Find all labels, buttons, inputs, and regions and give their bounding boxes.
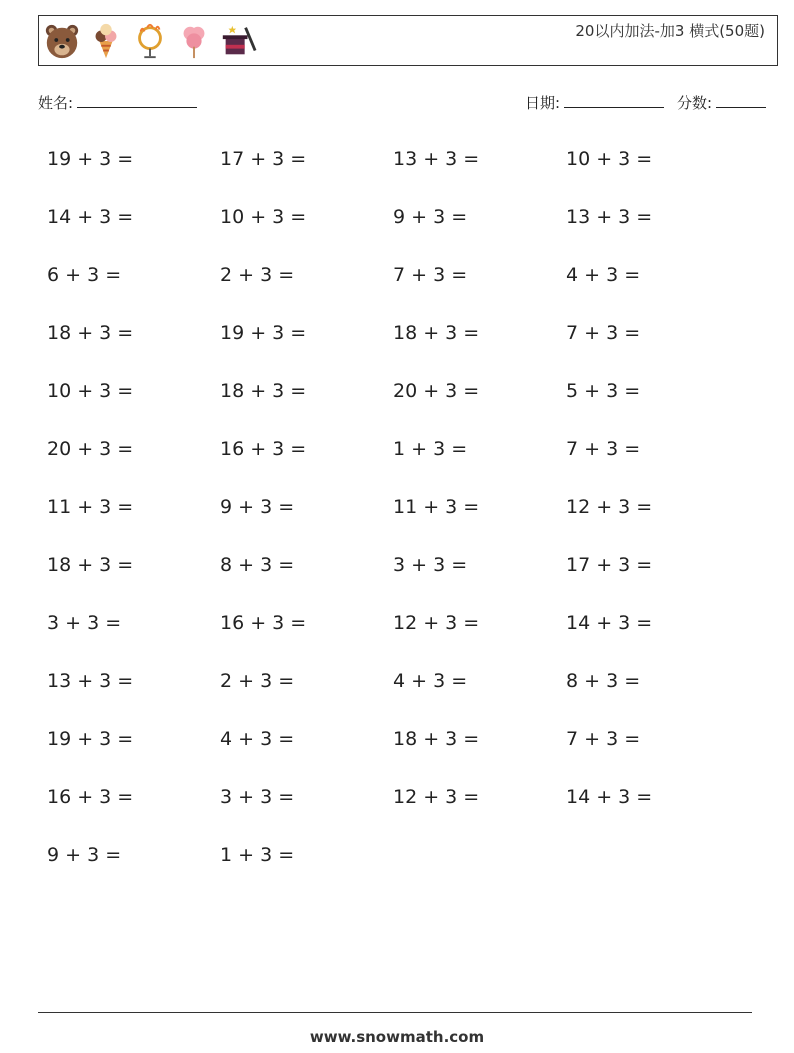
worksheet-header (38, 15, 778, 66)
date-label: 日期: (525, 94, 561, 112)
worksheet-title: 20以内加法-加3 横式(50题) (575, 22, 765, 40)
problem-item: 18 + 3 = (393, 728, 480, 750)
problem-item: 9 + 3 = (393, 206, 468, 228)
problem-item: 17 + 3 = (566, 554, 653, 576)
bear-icon (43, 22, 81, 60)
name-label: 姓名: (38, 94, 74, 112)
problem-item: 4 + 3 = (393, 670, 468, 692)
problem-item: 19 + 3 = (47, 728, 134, 750)
problem-item: 10 + 3 = (220, 206, 307, 228)
problem-item: 18 + 3 = (47, 554, 134, 576)
problem-item: 2 + 3 = (220, 264, 295, 286)
problem-item: 16 + 3 = (47, 786, 134, 808)
problem-item: 13 + 3 = (47, 670, 134, 692)
score-field (677, 92, 766, 113)
date-field (525, 92, 664, 113)
name-field (38, 92, 197, 113)
problem-item: 7 + 3 = (393, 264, 468, 286)
problem-item: 1 + 3 = (220, 844, 295, 866)
problem-item: 4 + 3 = (220, 728, 295, 750)
problem-item: 11 + 3 = (47, 496, 134, 518)
problem-item: 8 + 3 = (220, 554, 295, 576)
problem-item: 3 + 3 = (220, 786, 295, 808)
problem-item: 1 + 3 = (393, 438, 468, 460)
problem-item: 20 + 3 = (393, 380, 480, 402)
problem-item: 17 + 3 = (220, 148, 307, 170)
problem-item: 10 + 3 = (47, 380, 134, 402)
score-label: 分数: (677, 94, 713, 112)
header-icons (43, 22, 257, 60)
problem-item: 3 + 3 = (47, 612, 122, 634)
problem-item: 11 + 3 = (393, 496, 480, 518)
problem-item: 7 + 3 = (566, 322, 641, 344)
problem-item: 12 + 3 = (393, 612, 480, 634)
problem-item: 20 + 3 = (47, 438, 134, 460)
problem-item: 5 + 3 = (566, 380, 641, 402)
magic-hat-icon (219, 22, 257, 60)
cotton-candy-icon (175, 22, 213, 60)
problem-item: 13 + 3 = (393, 148, 480, 170)
problem-item: 19 + 3 = (47, 148, 134, 170)
problem-item: 8 + 3 = (566, 670, 641, 692)
problem-item: 4 + 3 = (566, 264, 641, 286)
problem-item: 6 + 3 = (47, 264, 122, 286)
problem-item: 14 + 3 = (566, 786, 653, 808)
problem-item: 10 + 3 = (566, 148, 653, 170)
problem-item: 9 + 3 = (220, 496, 295, 518)
problem-item: 19 + 3 = (220, 322, 307, 344)
circus-ring-icon (131, 22, 169, 60)
problem-item: 16 + 3 = (220, 438, 307, 460)
problem-item: 18 + 3 = (393, 322, 480, 344)
problem-item: 3 + 3 = (393, 554, 468, 576)
problem-item: 12 + 3 = (393, 786, 480, 808)
problem-item: 2 + 3 = (220, 670, 295, 692)
problem-item: 14 + 3 = (566, 612, 653, 634)
name-blank (77, 93, 197, 108)
problem-item: 16 + 3 = (220, 612, 307, 634)
problem-item: 9 + 3 = (47, 844, 122, 866)
problem-item: 12 + 3 = (566, 496, 653, 518)
problem-item: 7 + 3 = (566, 728, 641, 750)
problem-item: 18 + 3 = (220, 380, 307, 402)
problem-item: 18 + 3 = (47, 322, 134, 344)
ice-cream-icon (87, 22, 125, 60)
footer-divider (38, 1012, 752, 1013)
problem-item: 7 + 3 = (566, 438, 641, 460)
footer-website: www.snowmath.com (309, 1028, 485, 1046)
problem-item: 13 + 3 = (566, 206, 653, 228)
score-blank (716, 93, 766, 108)
problem-item: 14 + 3 = (47, 206, 134, 228)
date-blank (564, 93, 664, 108)
